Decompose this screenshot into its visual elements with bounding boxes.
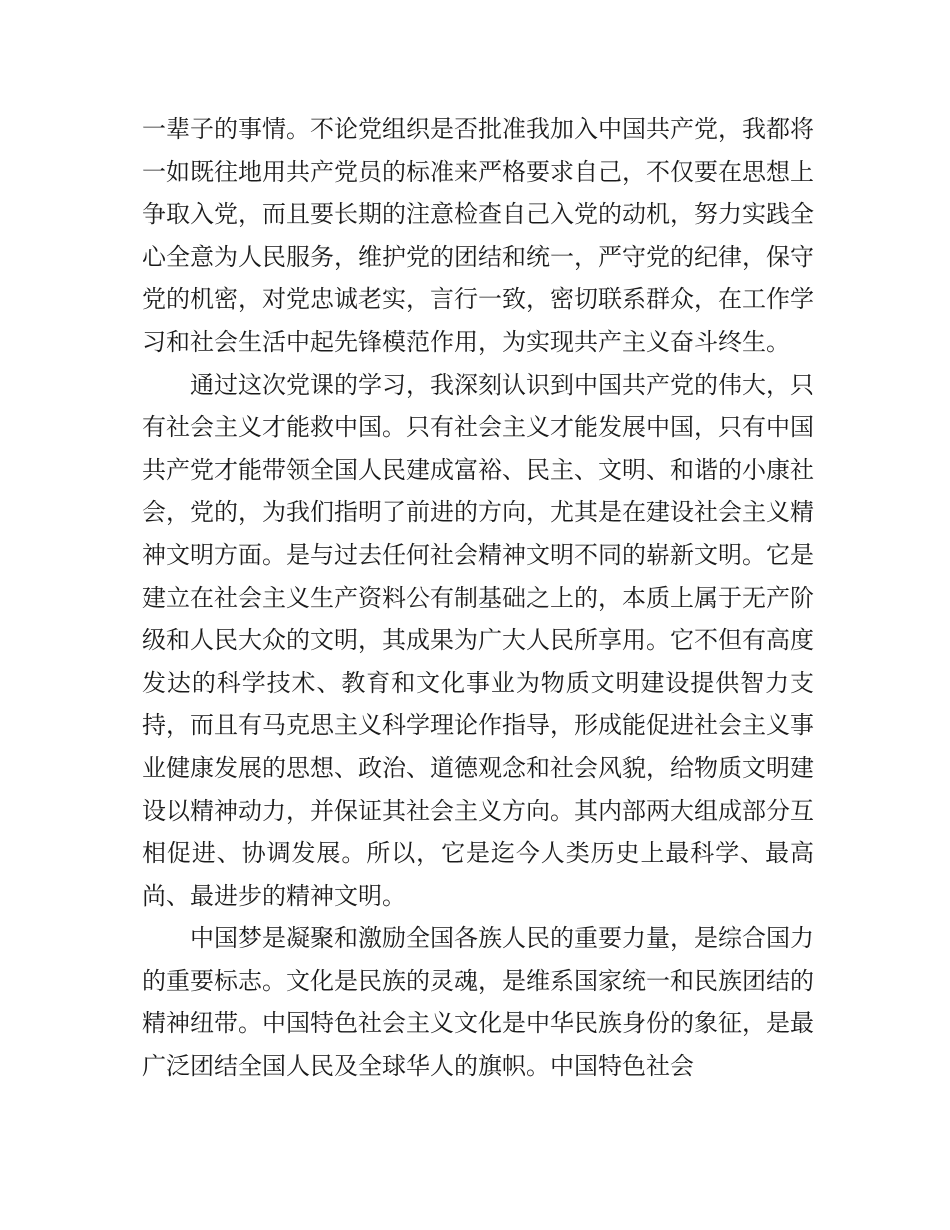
paragraph-continuation: 一辈子的事情。不论党组织是否批准我加入中国共产党，我都将一如既往地用共产党员的标准来严格要求自己，不仅要在思想上争取入党，而且要长期的注意检查自己入党的动机，努力实践全心全意为人民服务，维护党的团结和统一，严守党的纪律，保守党的机密，对党忠诚老实，言行一致，密切联系群众，在工作学习和社会生活中起先锋模范作用，为实现共产主义奋斗终生。 [142,115,814,356]
document-page [142,108,814,1088]
paragraph-chinese-dream: 中国梦是凝聚和激励全国各族人民的重要力量，是综合国力的重要标志。文化是民族的灵魂，是维系国家统一和民族团结的精神纽带。中国特色社会主义文化是中华民族身份的象征，是最广泛团结全国人民及全球华人的旗帜。中国特色社会 [142,924,814,1081]
paragraph-party-lesson: 通过这次党课的学习，我深刻认识到中国共产党的伟大，只有社会主义才能救中国。只有社会主义才能发展中国，只有中国共产党才能带领全国人民建成富裕、民主、文明、和谐的小康社会，党的，为我们指明了前进的方向，尤其是在建设社会主义精神文明方面。是与过去任何社会精神文明不同的崭新文明。它是建立在社会主义生产资料公有制基础之上的，本质上属于无产阶级和人民大众的文明，其成果为广大人民所享用。它不但有高度发达的科学技术、教育和文化事业为物质文明建设提供智力支持，而且有马克思主义科学理论作指导，形成能促进社会主义事业健康发展的思想、政治、道德观念和社会风貌，给物质文明建设以精神动力，并保证其社会主义方向。其内部两大组成部分互相促进、协调发展。所以，它是迄今人类历史上最科学、最高尚、最进步的精神文明。 [142,370,814,910]
